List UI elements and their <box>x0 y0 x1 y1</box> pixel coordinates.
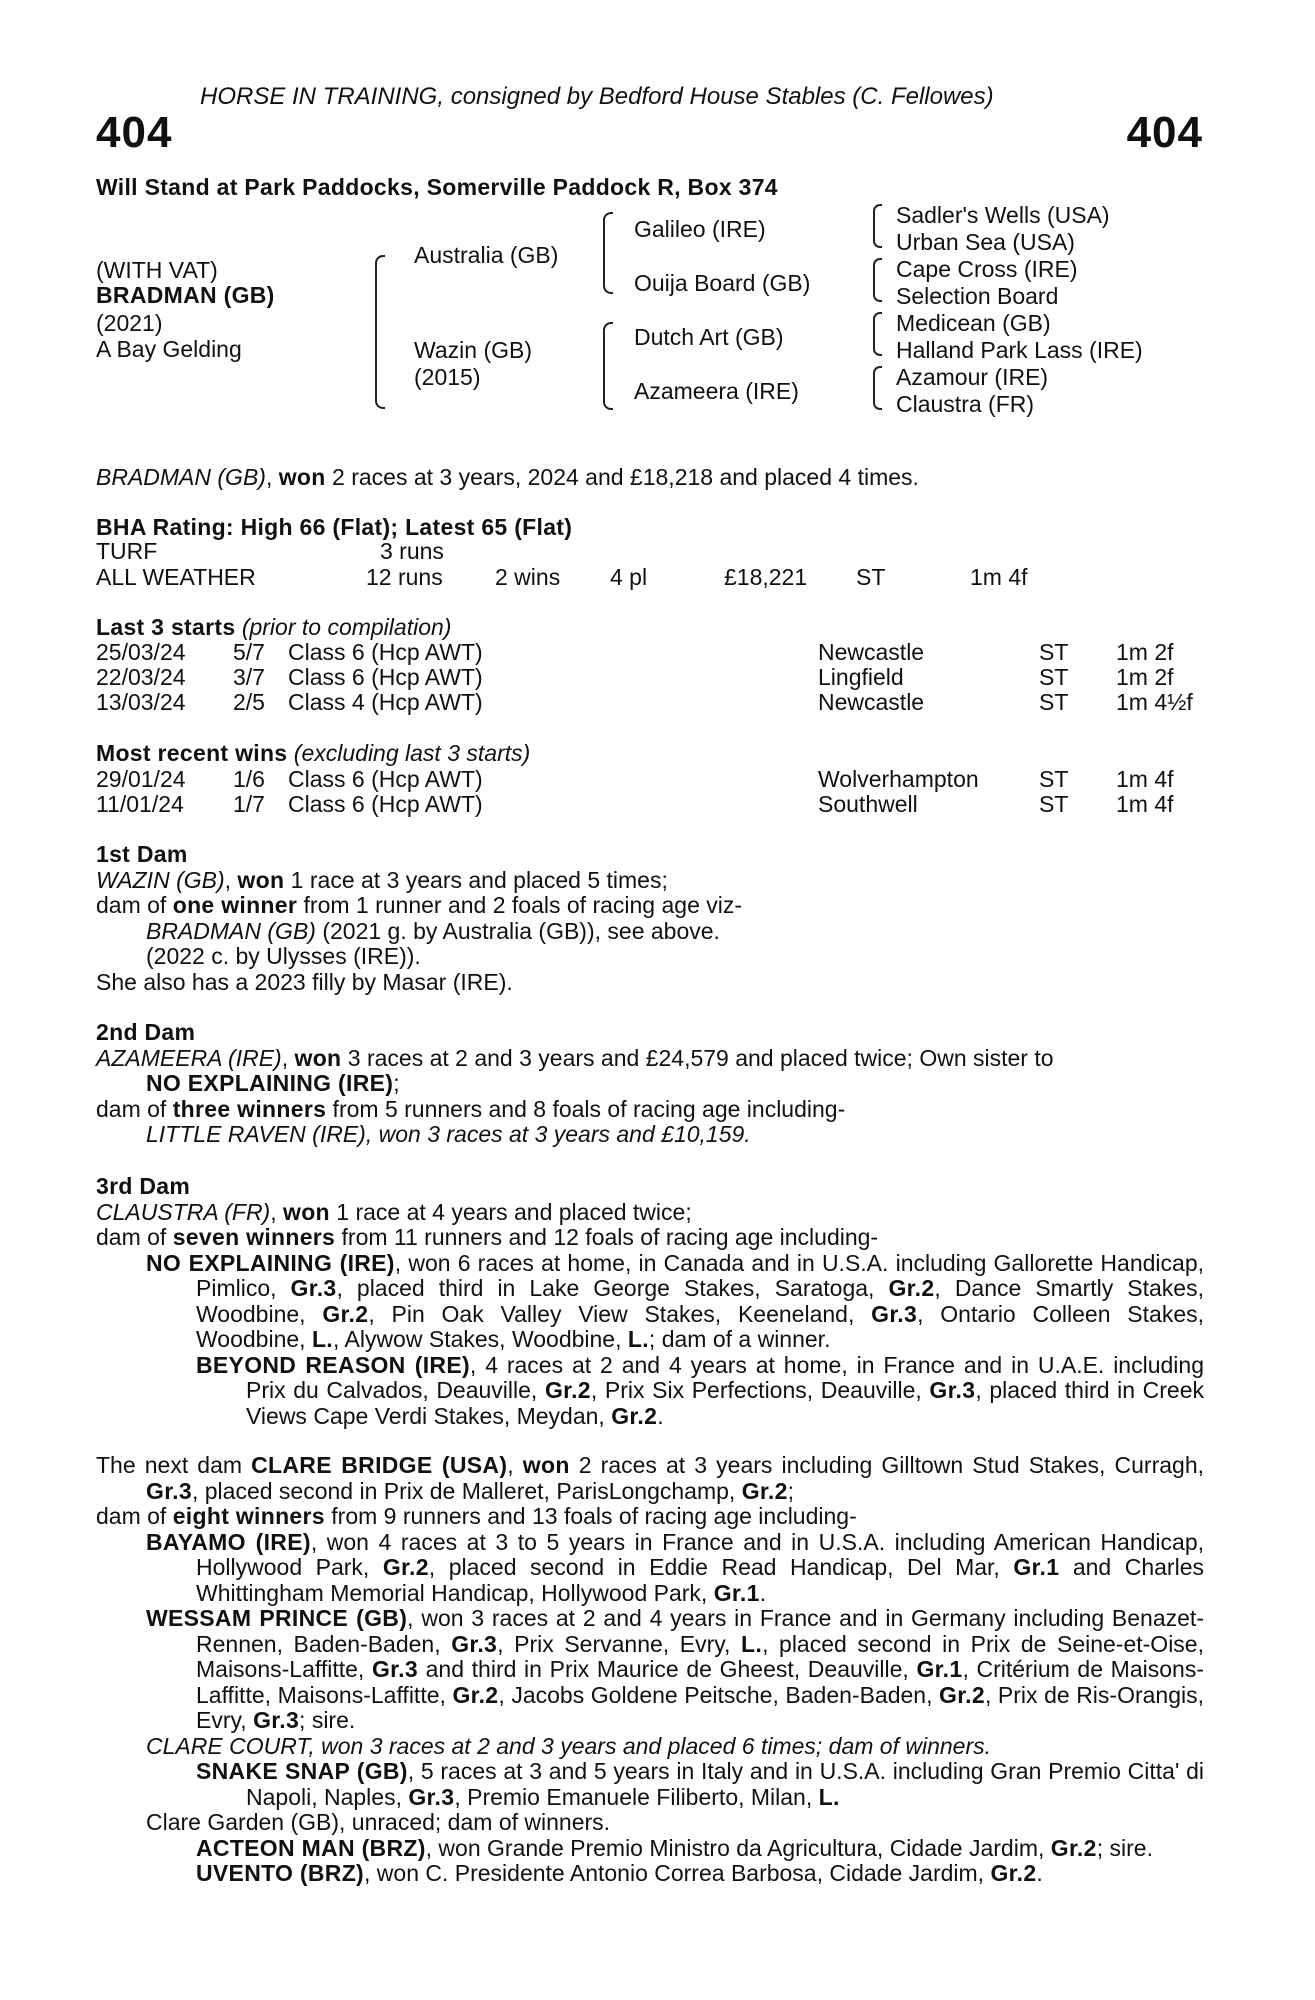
grade: Gr.3 <box>146 1477 192 1504</box>
row-class: Class 6 (Hcp AWT) <box>288 791 483 817</box>
grade: Gr.2 <box>382 1554 429 1580</box>
first-dam-line <box>96 868 1204 894</box>
grade: Gr.1 <box>1013 1554 1060 1580</box>
grade: Gr.2 <box>452 1681 499 1708</box>
sep: , <box>281 1044 295 1071</box>
third-dam-heading: 3rd Dam <box>96 1173 191 1199</box>
text: , placed second in Eddie Read Handicap, Del Mar, <box>428 1554 1014 1580</box>
dam-year: (2015) <box>414 364 481 390</box>
row-date: 29/01/24 <box>96 766 186 792</box>
text: dam of <box>96 1503 173 1529</box>
turf-label: TURF <box>96 538 158 564</box>
grade: Gr.3 <box>408 1783 455 1810</box>
produce-name: UVENTO (BRZ) <box>196 1860 365 1886</box>
gg-dam-2: Selection Board <box>896 283 1059 309</box>
grade: L. <box>627 1326 649 1352</box>
winner-count: one winner <box>172 892 298 918</box>
pedigree-brace-main <box>375 255 385 409</box>
text: from 5 runners and 8 foals of racing age including- <box>326 1095 846 1122</box>
dam-sire: Dutch Art (GB) <box>634 324 784 350</box>
row-course: Newcastle <box>818 689 925 715</box>
row-position: 1/6 <box>233 766 265 792</box>
grade: Gr.3 <box>451 1630 498 1657</box>
row-going: ST <box>1039 664 1069 690</box>
text: from 9 runners and 13 foals of racing age including- <box>324 1503 857 1529</box>
produce-name: ACTEON MAN (BRZ) <box>196 1834 426 1861</box>
row-class: Class 6 (Hcp AWT) <box>288 639 483 665</box>
won-label: won <box>522 1452 570 1478</box>
grade: Gr.2 <box>1050 1834 1097 1861</box>
third-dam-section <box>96 1174 1204 1429</box>
next-dam-produce <box>96 1504 1204 1530</box>
produce-detail: (2021 g. by Australia (GB)), see above. <box>315 917 720 944</box>
produce-item <box>96 1353 1204 1430</box>
row-position: 5/7 <box>233 639 265 665</box>
gg-dam-3: Halland Park Lass (IRE) <box>896 337 1143 363</box>
race-record: 3 races at 2 and 3 years and £24,579 and placed twice; Own sister to <box>341 1044 1054 1071</box>
text: , Pin Oak Valley View Stakes, Keeneland, <box>368 1300 872 1327</box>
summary-rest: 2 races at 3 years, 2024 and £18,218 and placed 4 times. <box>325 464 919 490</box>
text: ; sire. <box>299 1707 356 1733</box>
row-date: 25/03/24 <box>96 639 186 665</box>
vat-note: (WITH VAT) <box>96 257 218 283</box>
sire-name: Australia (GB) <box>414 242 559 268</box>
sire-dam: Ouija Board (GB) <box>634 270 811 296</box>
text: , placed second in Prix de Seine-et-Oise, Maisons-Laffitte, <box>196 1630 1204 1682</box>
row-date: 13/03/24 <box>96 689 186 715</box>
text: and third in Prix Maurice de Gheest, Deauville, <box>417 1656 917 1682</box>
pedigree-brace-g3 <box>873 312 882 356</box>
grade: Gr.3 <box>371 1656 418 1682</box>
text: , won C. Presidente Antonio Correa Barbosa, Cidade Jardim, <box>364 1860 991 1886</box>
second-dam-produce <box>96 1097 1204 1123</box>
next-dam-section <box>96 1453 1204 1887</box>
row-distance: 1m 2f <box>1116 664 1174 690</box>
text: , 5 races at 3 and 5 years in Italy and in U.S.A. including Gran Premio Citta' di Napoli, Naples, <box>246 1758 1204 1810</box>
grade: Gr.1 <box>713 1579 760 1606</box>
grade: Gr.3 <box>929 1377 976 1403</box>
lot-number-right: 404 <box>1126 108 1203 157</box>
grade: Gr.2 <box>544 1377 591 1403</box>
recent-wins-title: Most recent wins <box>96 740 288 766</box>
pedigree-brace-g1 <box>873 204 882 248</box>
second-dam-section <box>96 1020 1204 1148</box>
row-date: 11/01/24 <box>96 791 184 817</box>
text: , won 4 races at 3 to 5 years in France and in U.S.A. including American Handicap, Hollywood Park, <box>196 1528 1205 1580</box>
produce-item <box>96 1759 1204 1810</box>
row-going: ST <box>1039 766 1069 792</box>
produce-item: LITTLE RAVEN (IRE), won 3 races at 3 years and £10,159. <box>146 1121 751 1147</box>
text: from 11 runners and 12 foals of racing age including- <box>335 1224 879 1250</box>
second-dam-heading: 2nd Dam <box>96 1019 196 1045</box>
row-class: Class 6 (Hcp AWT) <box>288 766 483 792</box>
text: , Prix Six Perfections, Deauville, <box>590 1377 930 1403</box>
aw-label: ALL WEATHER <box>96 564 256 590</box>
grade: L. <box>311 1326 333 1352</box>
produce-name: BRADMAN (GB) <box>146 917 316 944</box>
produce-name: NO EXPLAINING (IRE) <box>146 1249 395 1276</box>
dam-name: Wazin (GB) <box>414 337 532 363</box>
grade: Gr.3 <box>290 1275 337 1301</box>
third-dam-produce <box>96 1225 1204 1251</box>
text: . <box>759 1579 767 1606</box>
produce-name: WESSAM PRINCE (GB) <box>146 1605 408 1631</box>
row-course: Wolverhampton <box>818 766 979 792</box>
dam-name: WAZIN (GB) <box>96 866 225 893</box>
text: , won 6 races at home, in Canada and in U.S.A. including Gallorette Handicap, Pimlico, <box>196 1249 1204 1301</box>
text: , won 3 races at 2 and 4 years in France and in Germany including Benazet-Rennen, Baden-Baden, <box>196 1605 1204 1657</box>
sep: , <box>270 1198 283 1225</box>
consignment-line: HORSE IN TRAINING, consigned by Bedford House Stables (C. Fellowes) <box>200 83 994 110</box>
sep: , <box>507 1452 523 1478</box>
produce-name: BAYAMO (IRE) <box>146 1528 311 1555</box>
gg-dam-1: Urban Sea (USA) <box>896 229 1075 255</box>
summary-sep: , <box>265 464 279 490</box>
produce-item <box>96 1530 1204 1607</box>
pedigree-brace-sire <box>603 212 613 294</box>
row-position: 3/7 <box>233 664 265 690</box>
text: , placed second in Prix de Malleret, ParisLongchamp, <box>191 1477 742 1504</box>
race-record: 1 race at 3 years and placed 5 times; <box>284 866 668 893</box>
grade: Gr.2 <box>939 1681 985 1708</box>
row-distance: 1m 4f <box>1116 766 1174 792</box>
next-dam-line <box>96 1453 1204 1504</box>
text: , Dance Smartly Stakes, Woodbine, <box>196 1275 1204 1327</box>
won-label: won <box>237 866 285 893</box>
rating-heading: BHA Rating: High 66 (Flat); Latest 65 (Flat) <box>96 514 573 540</box>
gg-sire-1: Sadler's Wells (USA) <box>896 202 1110 228</box>
aw-placed: 4 pl <box>610 564 648 590</box>
winner-count: seven winners <box>172 1224 336 1250</box>
dam-name: CLARE BRIDGE (USA) <box>251 1452 508 1478</box>
last-starts-heading <box>96 614 451 640</box>
grade: Gr.3 <box>871 1300 918 1327</box>
grade: Gr.3 <box>253 1707 300 1733</box>
aw-going: ST <box>856 564 886 590</box>
horse-year: (2021) <box>96 310 163 336</box>
gg-sire-4: Azamour (IRE) <box>896 364 1049 390</box>
row-class: Class 6 (Hcp AWT) <box>288 664 483 690</box>
sire-sire: Galileo (IRE) <box>634 216 766 242</box>
text: , Premio Emanuele Filiberto, Milan, <box>454 1783 819 1810</box>
summary-won: won <box>278 464 326 490</box>
produce-name: SNAKE SNAP (GB) <box>196 1758 408 1784</box>
produce-item <box>96 1836 1204 1862</box>
text: and Charles Whittingham Memorial Handicap, Hollywood Park, <box>196 1554 1204 1606</box>
sister-line <box>96 1071 1204 1097</box>
text: . <box>1036 1860 1043 1886</box>
dam-dam: Azameera (IRE) <box>634 378 799 404</box>
last-starts-note: (prior to compilation) <box>241 614 452 640</box>
text: dam of <box>96 1095 173 1122</box>
sep: , <box>224 866 238 893</box>
gg-sire-2: Cape Cross (IRE) <box>896 256 1078 282</box>
won-label: won <box>283 1198 330 1225</box>
lot-number-left: 404 <box>96 108 173 157</box>
produce-item <box>96 1606 1204 1734</box>
text: 2 races at 3 years including Gilltown Stud Stakes, Curragh, <box>569 1452 1205 1478</box>
text: ; <box>393 1070 400 1096</box>
grade: Gr.2 <box>990 1860 1037 1886</box>
grade: L. <box>741 1630 763 1657</box>
pedigree-brace-dam <box>603 322 613 410</box>
text: dam of <box>96 892 173 918</box>
row-class: Class 4 (Hcp AWT) <box>288 689 483 715</box>
second-dam-line <box>96 1046 1204 1072</box>
summary-name: BRADMAN (GB) <box>96 464 266 490</box>
first-dam-section <box>96 842 1204 995</box>
text: ; sire. <box>1096 1834 1153 1861</box>
grade: Gr.2 <box>888 1275 935 1301</box>
text: , Prix de Ris-Orangis, Evry, <box>196 1681 1204 1733</box>
first-dam-produce <box>96 893 1204 919</box>
aw-wins: 2 wins <box>495 564 561 590</box>
text: , won Grande Premio Ministro da Agricultura, Cidade Jardim, <box>425 1834 1051 1861</box>
row-going: ST <box>1039 639 1069 665</box>
row-course: Lingfield <box>818 664 904 690</box>
produce-item: Clare Garden (GB), unraced; dam of winners. <box>146 1809 611 1835</box>
text: , Critérium de Maisons-Laffitte, Maisons-Laffitte, <box>196 1656 1204 1708</box>
row-date: 22/03/24 <box>96 664 186 690</box>
grade: Gr.2 <box>322 1300 369 1327</box>
produce-item <box>96 1251 1204 1353</box>
text: ; <box>787 1477 795 1504</box>
gg-sire-3: Medicean (GB) <box>896 310 1051 336</box>
row-course: Newcastle <box>818 639 925 665</box>
location-line: Will Stand at Park Paddocks, Somerville Paddock R, Box 374 <box>96 174 778 200</box>
produce-name: BEYOND REASON (IRE) <box>196 1351 470 1378</box>
dam-name: CLAUSTRA (FR) <box>96 1198 271 1225</box>
produce-item <box>96 1861 1204 1887</box>
row-distance: 1m 2f <box>1116 639 1174 665</box>
won-label: won <box>294 1044 342 1071</box>
row-course: Southwell <box>818 791 918 817</box>
recent-wins-heading <box>96 740 530 766</box>
race-summary <box>96 464 919 490</box>
grade: Gr.1 <box>916 1656 963 1682</box>
first-dam-heading: 1st Dam <box>96 841 188 867</box>
race-record: 1 race at 4 years and placed twice; <box>329 1198 692 1225</box>
horse-description: A Bay Gelding <box>96 336 242 362</box>
dam-name: AZAMEERA (IRE) <box>96 1044 282 1071</box>
horse-name: BRADMAN (GB) <box>96 282 275 308</box>
aw-prize: £18,221 <box>724 564 808 590</box>
sister-name: NO EXPLAINING (IRE) <box>146 1070 394 1096</box>
text: , placed third in Lake George Stakes, Saratoga, <box>336 1275 889 1301</box>
pedigree-brace-g4 <box>873 366 882 410</box>
third-dam-line <box>96 1200 1204 1226</box>
recent-wins-note: (excluding last 3 starts) <box>293 740 531 766</box>
pedigree-brace-g2 <box>873 258 882 302</box>
turf-runs: 3 runs <box>380 538 444 564</box>
text: , Ontario Colleen Stakes, Woodbine, <box>196 1300 1204 1352</box>
text: dam of <box>96 1224 173 1250</box>
text: , Alywow Stakes, Woodbine, <box>332 1326 628 1352</box>
text: . <box>657 1402 664 1429</box>
row-going: ST <box>1039 791 1069 817</box>
grade: L. <box>818 1783 840 1810</box>
aw-runs: 12 runs <box>366 564 443 590</box>
text: , 4 races at 2 and 4 years at home, in France and in U.A.E. including Prix du Calvados, Deauville, <box>246 1351 1204 1403</box>
row-going: ST <box>1039 689 1069 715</box>
gg-dam-4: Claustra (FR) <box>896 391 1035 417</box>
text: , Prix Servanne, Evry, <box>497 1630 742 1657</box>
last-starts-title: Last 3 starts <box>96 614 236 640</box>
grade: Gr.2 <box>611 1402 658 1429</box>
text: , placed third in Creek Views Cape Verdi Stakes, Meydan, <box>246 1377 1204 1429</box>
row-position: 2/5 <box>233 689 265 715</box>
text: , Jacobs Goldene Peitsche, Baden-Baden, <box>498 1681 940 1708</box>
produce-item: CLARE COURT, won 3 races at 2 and 3 years and placed 6 times; dam of winners. <box>146 1732 992 1759</box>
produce-note: She also has a 2023 filly by Masar (IRE). <box>96 968 513 995</box>
winner-count: eight winners <box>172 1503 325 1529</box>
row-distance: 1m 4f <box>1116 791 1174 817</box>
winner-count: three winners <box>172 1095 327 1122</box>
row-distance: 1m 4½f <box>1116 689 1193 715</box>
produce-item <box>96 919 1204 945</box>
text: from 1 runner and 2 foals of racing age viz- <box>297 892 743 918</box>
text: ; dam of a winner. <box>648 1326 831 1352</box>
row-position: 1/7 <box>233 791 265 817</box>
aw-distance: 1m 4f <box>970 564 1028 590</box>
grade: Gr.2 <box>741 1477 788 1504</box>
produce-item: (2022 c. by Ulysses (IRE)). <box>146 943 421 969</box>
text: The next dam <box>96 1452 252 1478</box>
